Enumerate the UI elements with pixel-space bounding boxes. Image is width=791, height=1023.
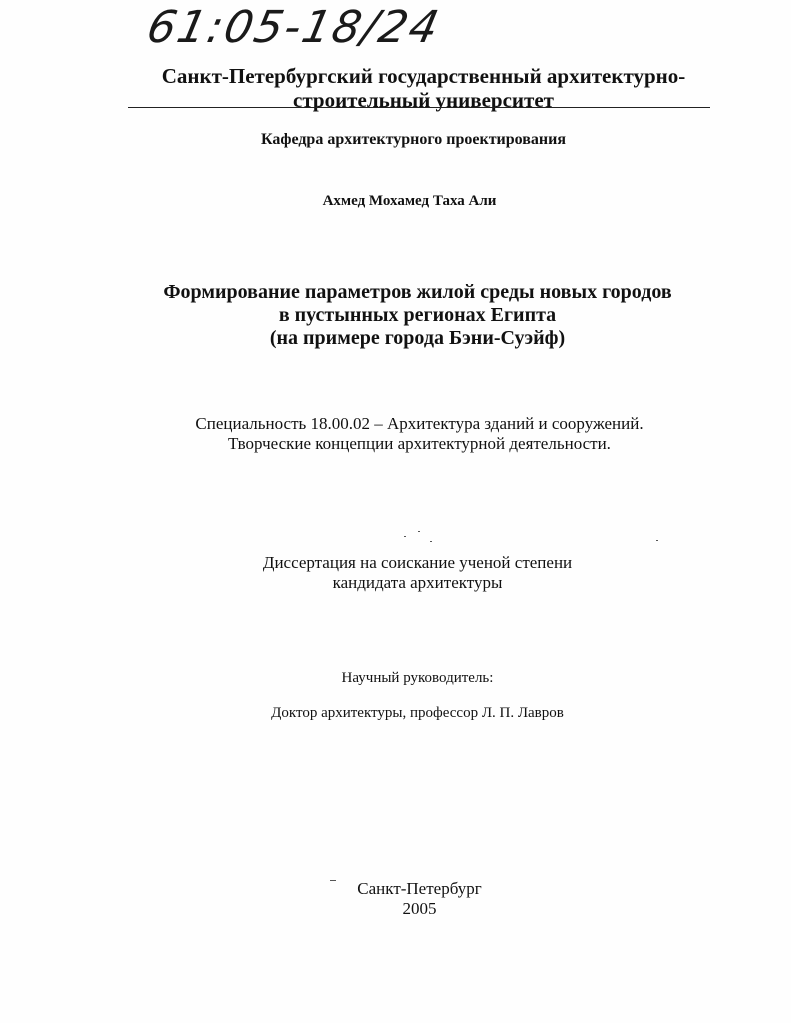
university-name [28,64,791,112]
degree-statement [22,553,791,593]
scan-speck [330,880,336,881]
specialty [24,414,791,454]
dissertation-title [22,281,791,350]
degree-line-2: кандидата архитектуры [332,573,503,592]
university-name-line-2: строительный университет [293,88,554,112]
specialty-line-2: Творческие концепции архитектурной деятельности. [228,434,611,453]
title-line-3: (на примере города Бэни-Суэйф) [269,327,566,349]
university-name-line-1: Санкт-Петербургский государственный архитектурно- [161,64,686,88]
header-divider [128,107,710,108]
scan-speck [418,531,420,532]
supervisor-name: Доктор архитектуры, профессор Л. П. Лавров [271,705,564,721]
department-name: Кафедра архитектурного проектирования [260,131,567,148]
handwritten-catalog-code: 61:05-18/24 [142,2,445,53]
scan-speck [656,540,658,541]
place-and-year [24,879,791,919]
specialty-line-1: Специальность 18.00.02 – Архитектура зданий и сооружений. [195,414,644,433]
city: Санкт-Петербург [357,879,482,898]
author-name: Ахмед Мохамед Таха Али [322,193,497,209]
year: 2005 [402,899,437,918]
title-line-2: в пустынных регионах Египта [278,304,557,326]
degree-line-1: Диссертация на соискание ученой степени [262,553,573,572]
supervisor-label: Научный руководитель: [341,670,494,686]
title-line-1: Формирование параметров жилой среды новых городов [163,281,672,303]
scan-speck [404,536,406,537]
scan-speck [430,541,432,542]
